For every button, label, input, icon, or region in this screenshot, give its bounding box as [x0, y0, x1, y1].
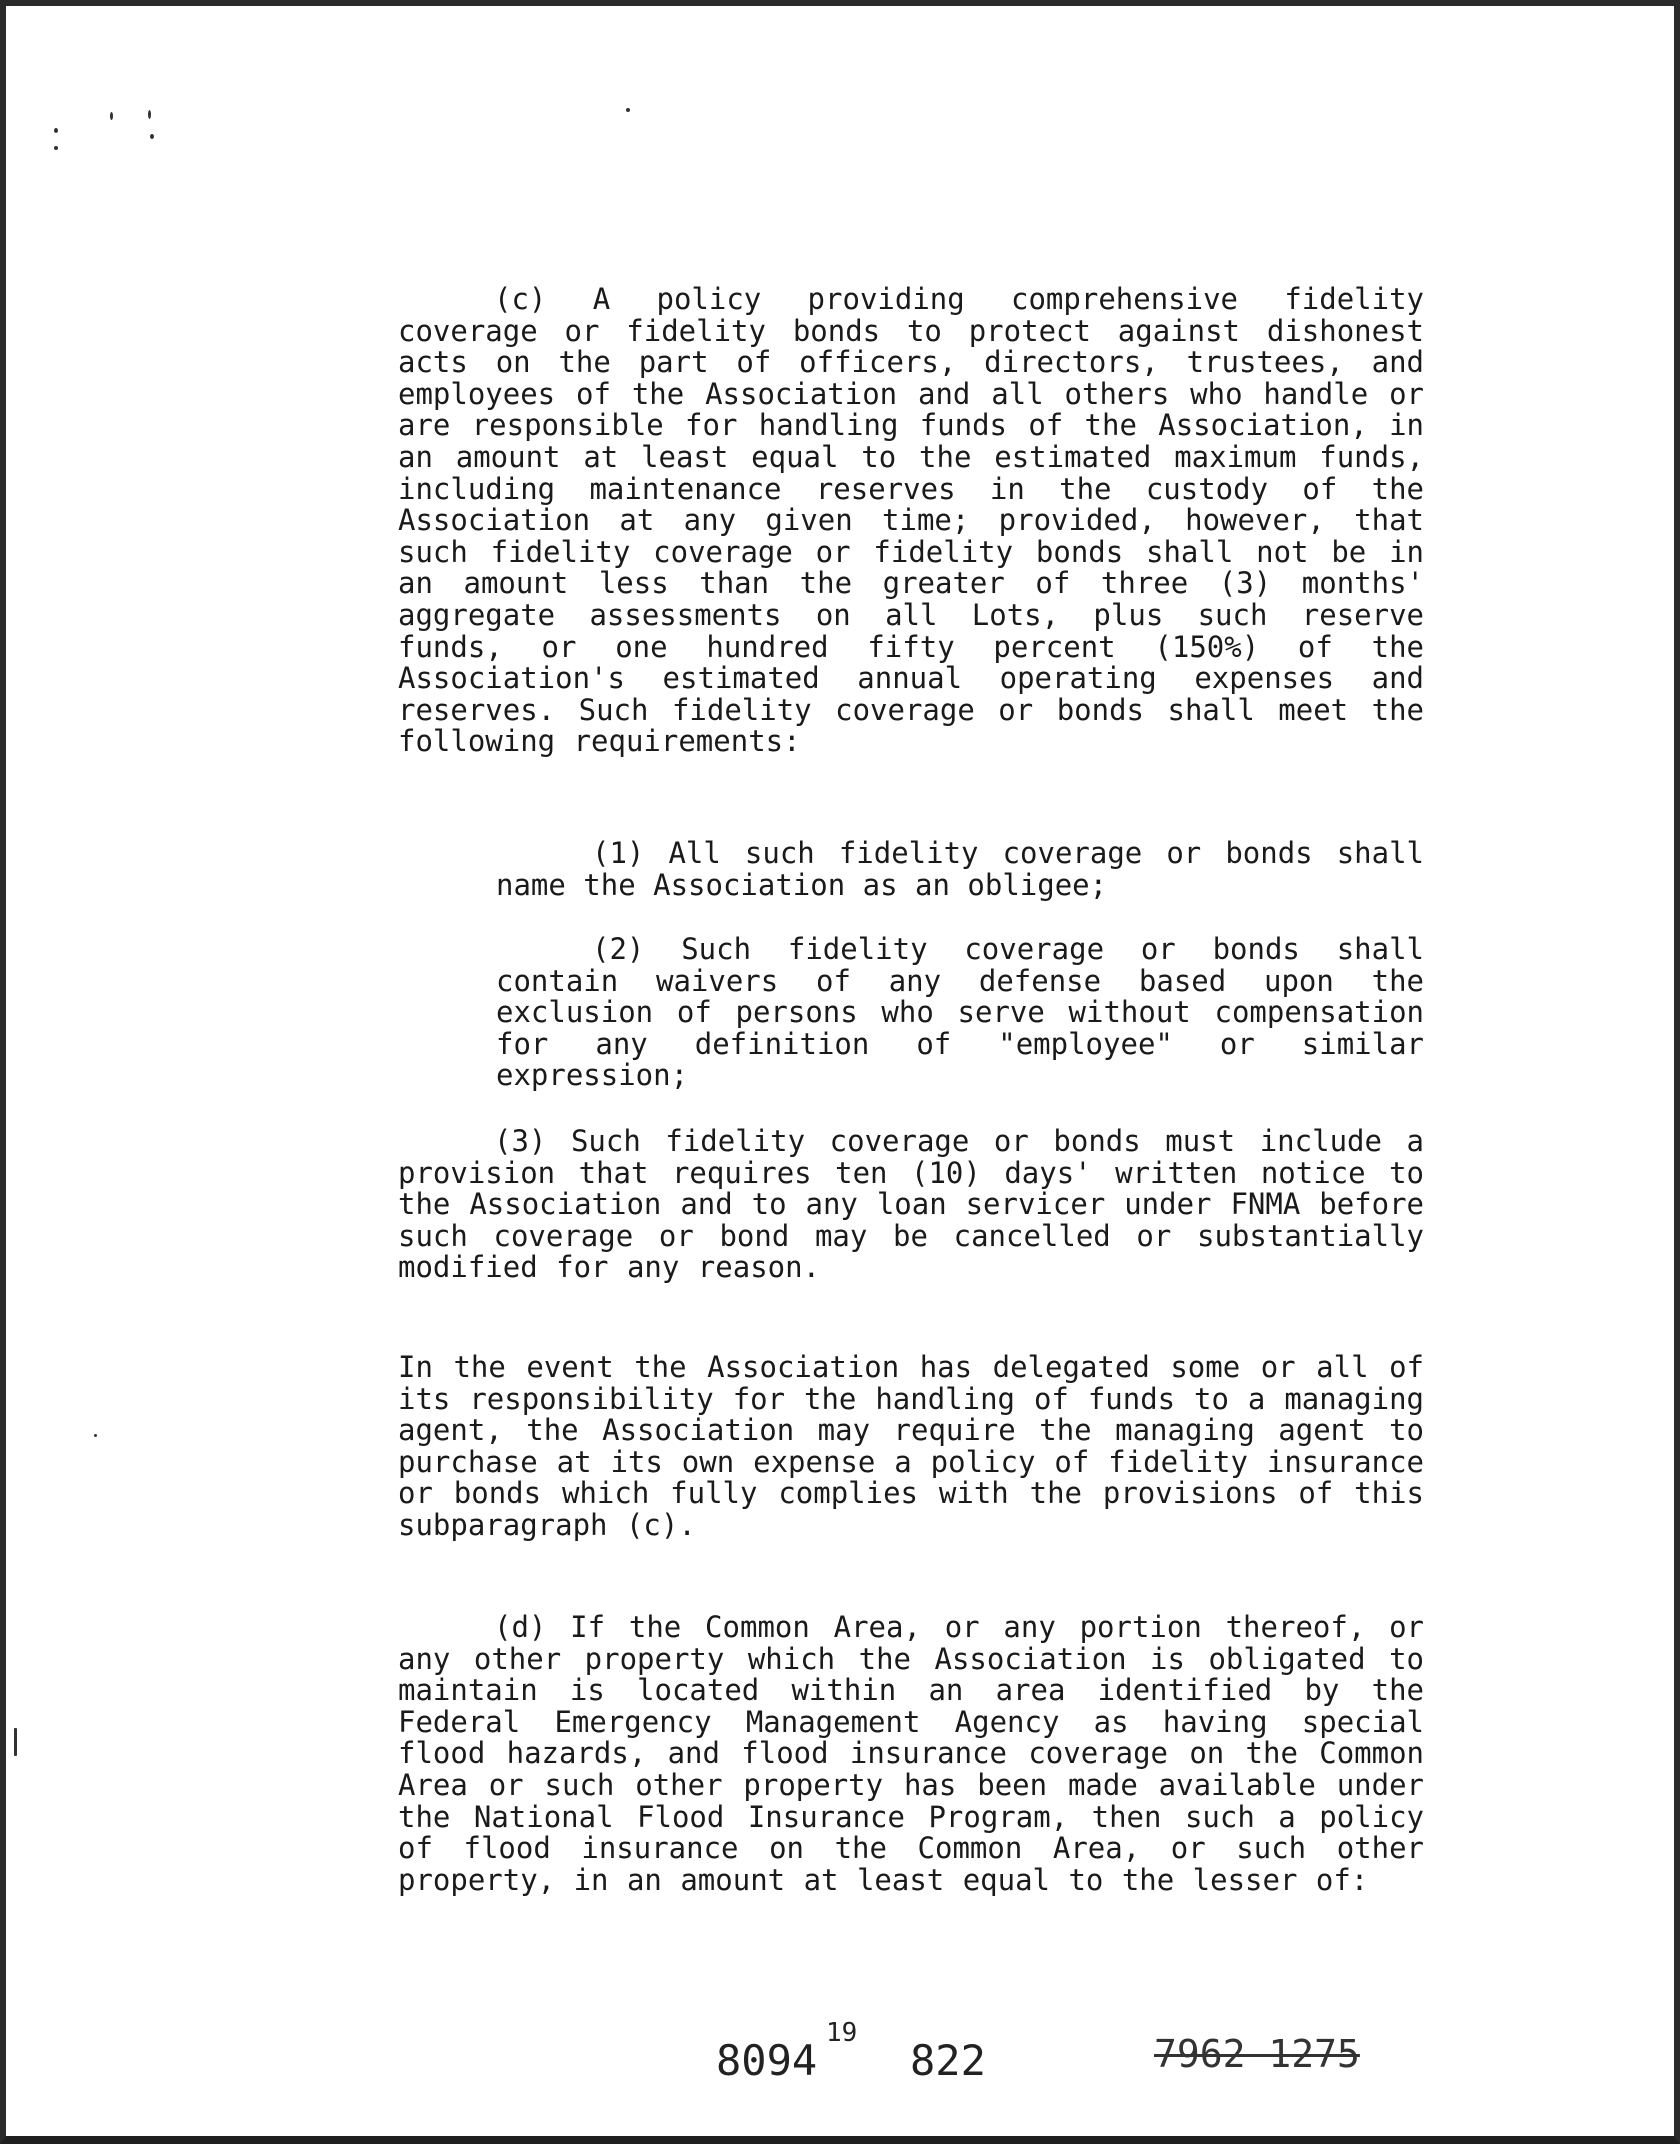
scan-speck	[626, 108, 630, 112]
paragraph-c: (c) A policy providing comprehensive fidelity coverage or fidelity bonds to protect against dishonest acts on the part of officers, directors, trustees, and employees of the Association and all others who handle or are responsible for handling funds of the Association, in an amount at least equal to the estimated maximum funds, including maintenance reserves in the custody of the Association at any given time; provided, however, that such fidelity coverage or fidelity bonds shall not be in an amount less than the greater of three (3) months' aggregate assessments on all Lots, plus such reserve funds, or one hundred fifty percent (150%) of the Association's estimated annual operating expenses and reserves. Such fidelity coverage or bonds shall meet the following requirements:	[398, 282, 1424, 759]
page-footer	[6, 2018, 1680, 2096]
requirement-3: (3) Such fidelity coverage or bonds must include a provision that requires ten (10) days' written notice to the Association and to any loan servicer under FNMA before such coverage or bond may be cancelled or substantially modified for any reason.	[398, 1124, 1424, 1285]
requirement-2: (2) Such fidelity coverage or bonds shall contain waivers of any defense based upon the exclusion of persons who serve without compensation for any definition of "employee" or similar expression;	[496, 932, 1424, 1093]
scan-speck	[148, 110, 151, 119]
book-superscript: 19	[826, 2018, 858, 2048]
paragraph-d: (d) If the Common Area, or any portion thereof, or any other property which the Association is obligated to maintain is located within an area identified by the Federal Emergency Management Agency as having special flood hazards, and flood insurance coverage on the Common Area or such other property has been made available under the National Flood Insurance Program, then such a policy of flood insurance on the Common Area, or such other property, in an amount at least equal to the lesser of:	[398, 1610, 1424, 1897]
book-number: 8094	[716, 2036, 818, 2085]
scan-speck	[94, 1434, 97, 1437]
struck-reference: 7962 1275	[1154, 2032, 1360, 2076]
requirement-1: (1) All such fidelity coverage or bonds shall name the Association as an obligee;	[496, 836, 1424, 902]
scan-speck	[54, 146, 58, 150]
paragraph-managing-agent: In the event the Association has delegated some or all of its responsibility for the handling of funds to a managing agent, the Association may require the managing agent to purchase at its own expense a policy of fidelity insurance or bonds which fully complies with the provisions of this subparagraph (c).	[398, 1350, 1424, 1542]
scan-speck	[110, 112, 113, 120]
page-number: 822	[910, 2036, 986, 2085]
scan-speck	[54, 128, 58, 133]
scan-speck	[150, 134, 154, 139]
scan-speck	[14, 1728, 17, 1756]
